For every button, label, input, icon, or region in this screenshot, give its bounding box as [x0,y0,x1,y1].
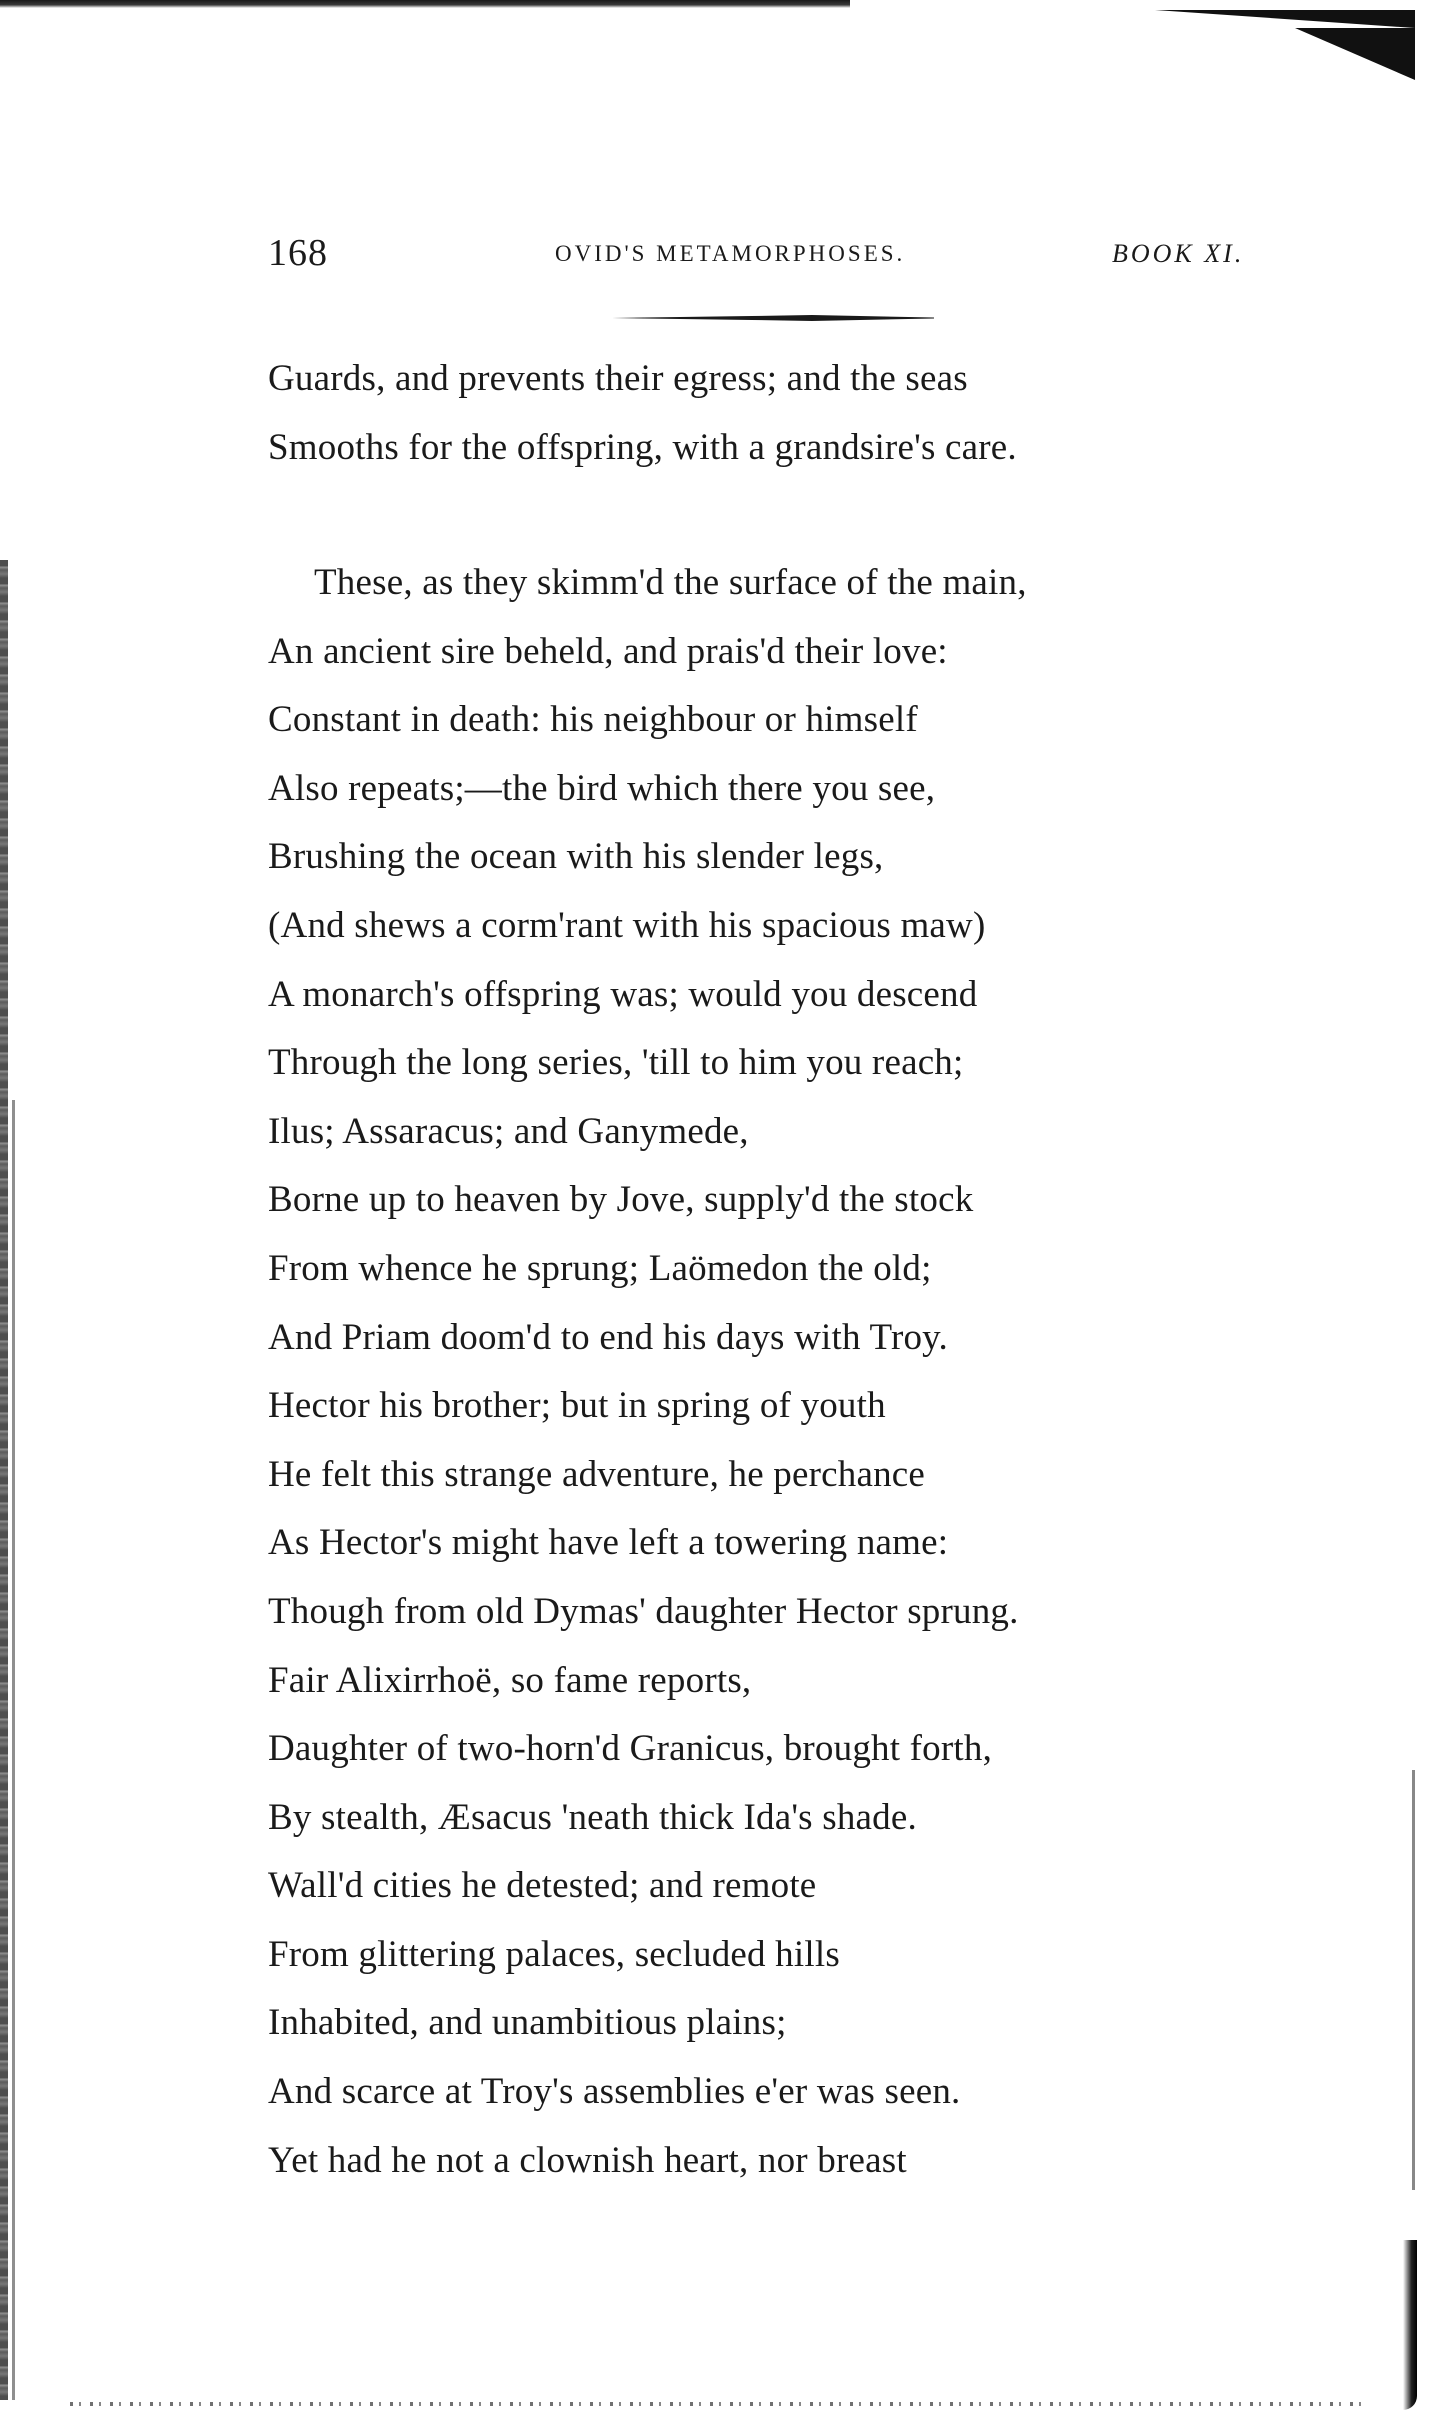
scan-corner-shadow-lower [1295,28,1415,80]
scan-edge-left [0,560,8,2400]
verse-line: As Hector's might have left a towering name: [268,1522,949,1564]
verse-line: And scarce at Troy's assemblies e'er was seen. [268,2071,961,2113]
scan-corner-shadow [1155,10,1415,28]
verse-line: Wall'd cities he detested; and remote [268,1865,817,1907]
verse-line: A monarch's offspring was; would you descend [268,973,978,1015]
verse-line: And Priam doom'd to end his days with Troy. [268,1316,948,1358]
verse-line: These, as they skimm'd the surface of the main, [314,562,1027,603]
verse-line: Constant in death: his neighbour or himself [268,699,918,741]
verse-line: By stealth, Æsacus 'neath thick Ida's shade. [268,1796,917,1838]
scan-edge-bottom [70,2402,1370,2406]
ornamental-rule [612,314,934,322]
verse-line: Also repeats;—the bird which there you see, [268,767,936,809]
verse-line: Daughter of two-horn'd Granicus, brought forth, [268,1728,993,1770]
book-label: BOOK XI. [1112,239,1245,268]
running-title: OVID'S METAMORPHOSES. [555,241,906,266]
scan-edge-top [0,0,850,8]
verse-line: Though from old Dymas' daughter Hector sprung. [268,1590,1019,1632]
verse-line: Fair Alixirrhoë, so fame reports, [268,1659,752,1701]
verse-line: Inhabited, and unambitious plains; [268,2002,787,2044]
verse-line: Hector his brother; but in spring of youth [268,1385,886,1427]
verse-line: Brushing the ocean with his slender legs, [268,836,884,878]
verse-line: From whence he sprung; Laömedon the old; [268,1247,932,1289]
verse-line: Guards, and prevents their egress; and the seas [268,358,968,399]
verse-line: An ancient sire beheld, and prais'd their love: [268,630,948,672]
scan-edge-right [1412,1770,1415,2190]
verse-line: Yet had he not a clownish heart, nor breast [268,2139,907,2181]
verse-line: Ilus; Assaracus; and Ganymede, [268,1110,749,1152]
page-number: 168 [268,232,328,274]
scan-edge-left-inner [12,1100,15,2400]
verse-line: Borne up to heaven by Jove, supply'd the stock [268,1179,974,1221]
verse-line: (And shews a corm'rant with his spacious maw) [268,904,986,946]
verse-line: Through the long series, 'till to him you reach; [268,1042,964,1084]
running-head [0,228,1435,278]
verse-line: Smooths for the offspring, with a grandsire's care. [268,426,1017,468]
scan-page-curl [1403,2240,1417,2410]
verse-line: From glittering palaces, secluded hills [268,1933,840,1975]
stanza-1 [268,345,1268,482]
verse-line: He felt this strange adventure, he perchance [268,1453,926,1495]
stanza-2 [268,549,1268,2195]
